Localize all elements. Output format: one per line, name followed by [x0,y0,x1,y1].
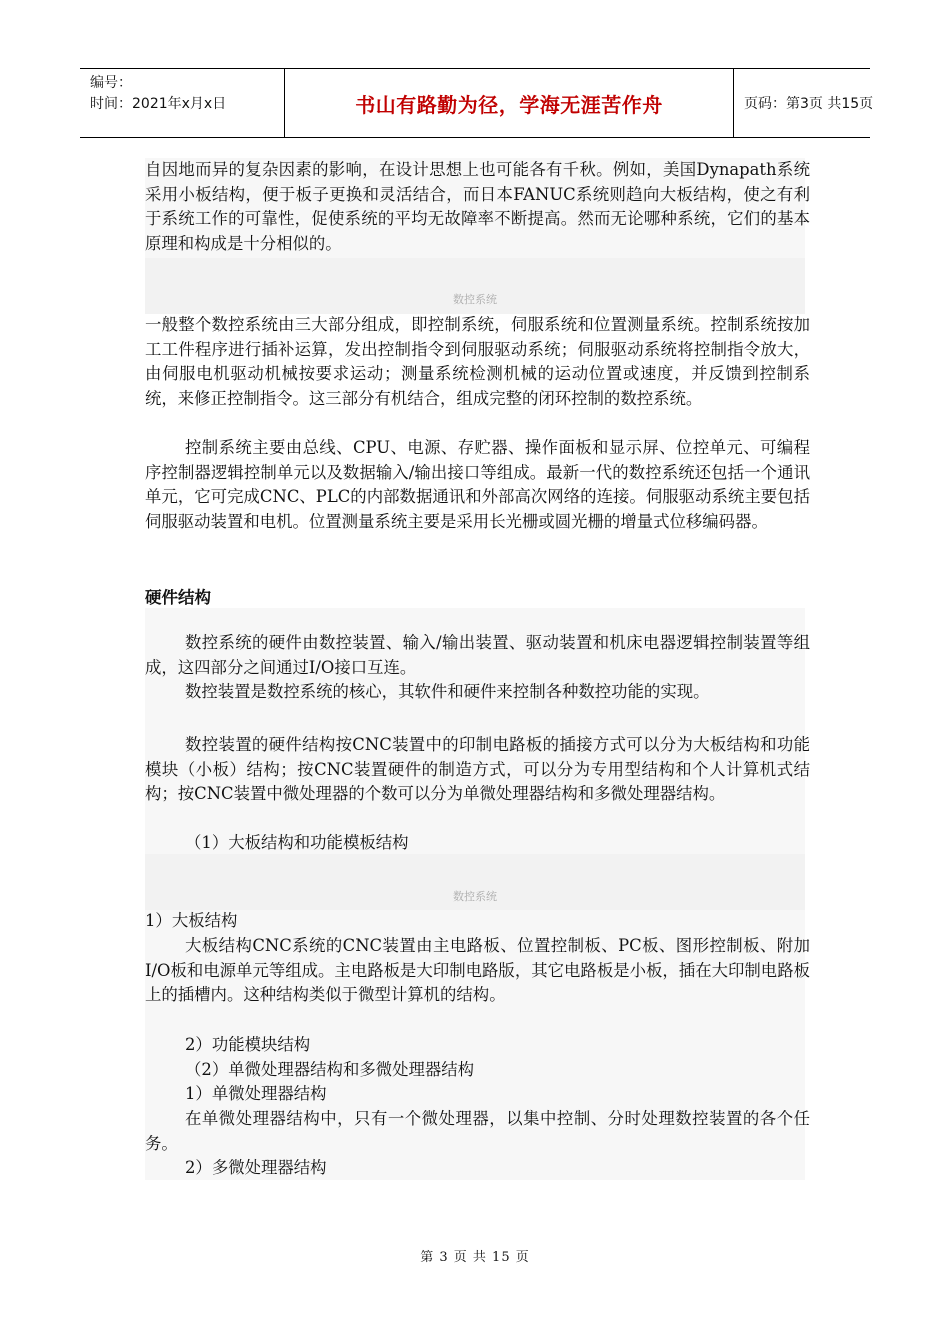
paragraph-hardware-classification: 数控装置的硬件结构按CNC装置中的印制电路板的插接方式可以分为大板结构和功能模块（小板）结构；按CNC装置硬件的制造方式，可以分为专用型结构和个人计算机式结构；按CNC装置中微处理器的个数可以分为单微处理器结构和多微处理器结构。 [145,735,810,804]
list-item-board-structure: （1）大板结构和功能模板结构 [185,833,409,852]
list-item-single-processor: 1）单微处理器结构 [185,1084,327,1103]
document-date: 时间：2021年x月x日 [90,96,227,112]
paragraph-numerical-control-core: 数控装置是数控系统的核心，其软件和硬件来控制各种数控功能的实现。 [185,682,710,701]
watermark-text: 数控系统 [453,293,497,306]
paragraph-large-board-structure: 大板结构CNC系统的CNC装置由主电路板、位置控制板、PC板、图形控制板、附加I/O板和电源单元等组成。主电路板是大印制电路版，其它电路板是小板，插在大印制电路板上的插槽内。这种结构类似于微型计算机的结构。 [145,936,810,1005]
paragraph-hardware-composition: 数控系统的硬件由数控装置、输入/输出装置、驱动装置和机床电器逻辑控制装置等组成，这四部分之间通过I/O接口互连。 [145,633,810,677]
page-header [80,68,874,138]
header-page-code: 页码：第3页 共15页 [744,96,874,112]
watermark-text: 数控系统 [453,890,497,903]
paragraph-design-difference: 自因地而异的复杂因素的影响，在设计思想上也可能各有千秋。例如，美国Dynapath系统采用小板结构，便于板子更换和灵活结合，而日本FANUC系统则趋向大板结构，使之有利于系统工作的可靠性，促使系统的平均无故障率不断提高。然而无论哪种系统，它们的基本原理和构成是十分相似的。 [145,160,810,253]
header-meta [80,69,284,137]
list-item-multi-processor: 2）多微处理器结构 [185,1158,327,1177]
page-footer-number: 第 3 页 共 15 页 [420,1250,530,1265]
document-number-label: 编号： [90,75,132,91]
list-item-processor-structure: （2）单微处理器结构和多微处理器结构 [185,1060,475,1079]
paragraph-control-system: 控制系统主要由总线、CPU、电源、存贮器、操作面板和显示屏、位控单元、可编程序控制器逻辑控制单元以及数据输入/输出接口等组成。最新一代的数控系统还包括一个通讯单元，它可完成CNC、PLC的内部数据通讯和外部高次网络的连接。伺服驱动系统主要包括伺服驱动装置和电机。位置测量系统主要是采用长光栅或圆光栅的增量式位移编码器。 [145,438,810,531]
section-heading-hardware: 硬件结构 [145,588,211,607]
list-item-large-board: 1）大板结构 [145,911,238,930]
list-item-function-module: 2）功能模块结构 [185,1035,311,1054]
header-motto: 书山有路勤为径，学海无涯苦作舟 [284,69,734,137]
paragraph-single-processor: 在单微处理器结构中，只有一个微处理器，以集中控制、分时处理数控装置的各个任务。 [145,1109,810,1153]
paragraph-system-components: 一般整个数控系统由三大部分组成，即控制系统，伺服系统和位置测量系统。控制系统按加工工件程序进行插补运算，发出控制指令到伺服驱动系统；伺服驱动系统将控制指令放大，由伺服电机驱动机械按要求运动；测量系统检测机械的运动位置或速度，并反馈到控制系统，来修正控制指令。这三部分有机结合，组成完整的闭环控制的数控系统。 [145,315,810,408]
